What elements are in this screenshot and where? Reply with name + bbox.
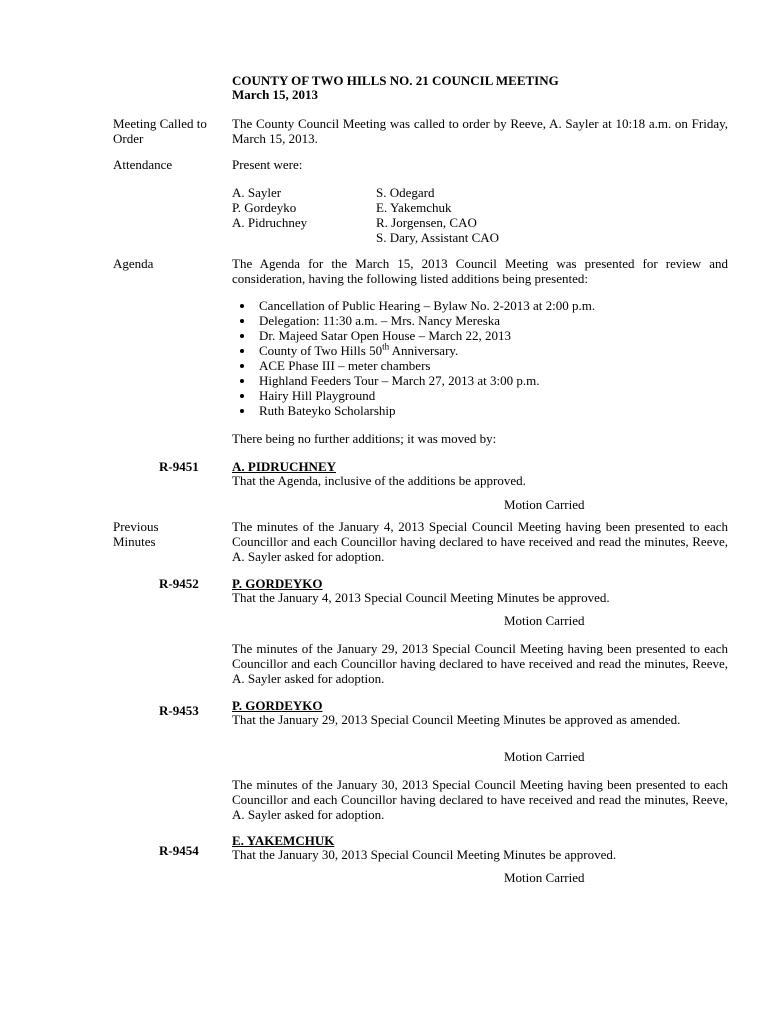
attendee: S. Dary, Assistant CAO — [376, 230, 500, 245]
motion-mover: A. PIDRUCHNEY — [232, 459, 336, 474]
list-item: Ruth Bateyko Scholarship — [232, 403, 728, 418]
section-label-call-to-order: Meeting Called to Order — [113, 116, 207, 146]
list-item: Cancellation of Public Hearing – Bylaw No. 2-2013 at 2:00 p.m. — [232, 298, 728, 313]
minutes-paragraph: The minutes of the January 4, 2013 Special Council Meeting having been presented to each Councillor and each Councillor having declared to have received and read the minutes, Reeve, A. Sayler asked for adoption. — [232, 519, 728, 564]
section-label-previous-minutes: Previous Minutes — [113, 519, 159, 549]
meeting-date: March 15, 2013 — [232, 87, 319, 102]
minutes-paragraph: The minutes of the January 29, 2013 Special Council Meeting having been presented to each Councillor and each Councillor having declared to have received and read the minutes, Reeve, A. Sayler asked for adoption. — [232, 641, 728, 686]
motion-result: Motion Carried — [504, 497, 585, 512]
attendee: R. Jorgensen, CAO — [376, 215, 477, 230]
list-item: Hairy Hill Playground — [232, 388, 728, 403]
resolution-number: R-9452 — [159, 576, 199, 591]
agenda-closing: There being no further additions; it was moved by: — [232, 431, 497, 446]
attendee: P. Gordeyko — [232, 200, 297, 215]
motion-text: That the Agenda, inclusive of the additions be approved. — [232, 473, 526, 488]
resolution-number: R-9451 — [159, 459, 199, 474]
list-item-text: Anniversary. — [389, 343, 459, 358]
list-item: Dr. Majeed Satar Open House – March 22, 2013 — [232, 328, 728, 343]
motion-result: Motion Carried — [504, 749, 585, 764]
attendee: A. Pidruchney — [232, 215, 308, 230]
motion-text: That the January 29, 2013 Special Council Meeting Minutes be approved as amended. — [232, 712, 681, 727]
list-item — [232, 343, 728, 358]
attendance-right-column — [376, 185, 499, 245]
call-to-order-text: The County Council Meeting was called to order by Reeve, A. Sayler at 10:18 a.m. on Friday, March 15, 2013. — [232, 116, 728, 146]
attendance-intro: Present were: — [232, 157, 303, 172]
section-label-attendance: Attendance — [113, 157, 173, 172]
list-item: ACE Phase III – meter chambers — [232, 358, 728, 373]
attendee: E. Yakemchuk — [376, 200, 452, 215]
motion-text: That the January 30, 2013 Special Council Meeting Minutes be approved. — [232, 847, 617, 862]
attendance-list — [232, 185, 499, 245]
attendee: S. Odegard — [376, 185, 435, 200]
motion-mover: E. YAKEMCHUK — [232, 833, 335, 848]
section-label-agenda: Agenda — [113, 256, 154, 271]
list-item: Highland Feeders Tour – March 27, 2013 at 3:00 p.m. — [232, 373, 728, 388]
minutes-paragraph: The minutes of the January 30, 2013 Special Council Meeting having been presented to each Councillor and each Councillor having declared to have received and read the minutes, Reeve, A. Sayler asked for adoption. — [232, 777, 728, 822]
motion-result: Motion Carried — [504, 613, 585, 628]
ordinal-suffix: th — [382, 341, 390, 352]
list-item: Delegation: 11:30 a.m. – Mrs. Nancy Mereska — [232, 313, 728, 328]
motion-text: That the January 4, 2013 Special Council Meeting Minutes be approved. — [232, 590, 610, 605]
motion-result: Motion Carried — [504, 870, 585, 885]
page-title: COUNTY OF TWO HILLS NO. 21 COUNCIL MEETING — [232, 73, 559, 88]
agenda-additions-list — [232, 298, 728, 418]
motion-mover: P. GORDEYKO — [232, 698, 323, 713]
resolution-number: R-9453 — [159, 703, 199, 718]
agenda-text: The Agenda for the March 15, 2013 Council Meeting was presented for review and consideration, having the following listed additions being presented: — [232, 256, 728, 286]
attendance-left-column — [232, 185, 376, 245]
motion-mover: P. GORDEYKO — [232, 576, 323, 591]
resolution-number: R-9454 — [159, 843, 199, 858]
list-item-text: County of Two Hills 50 — [259, 343, 383, 358]
attendee: A. Sayler — [232, 185, 282, 200]
